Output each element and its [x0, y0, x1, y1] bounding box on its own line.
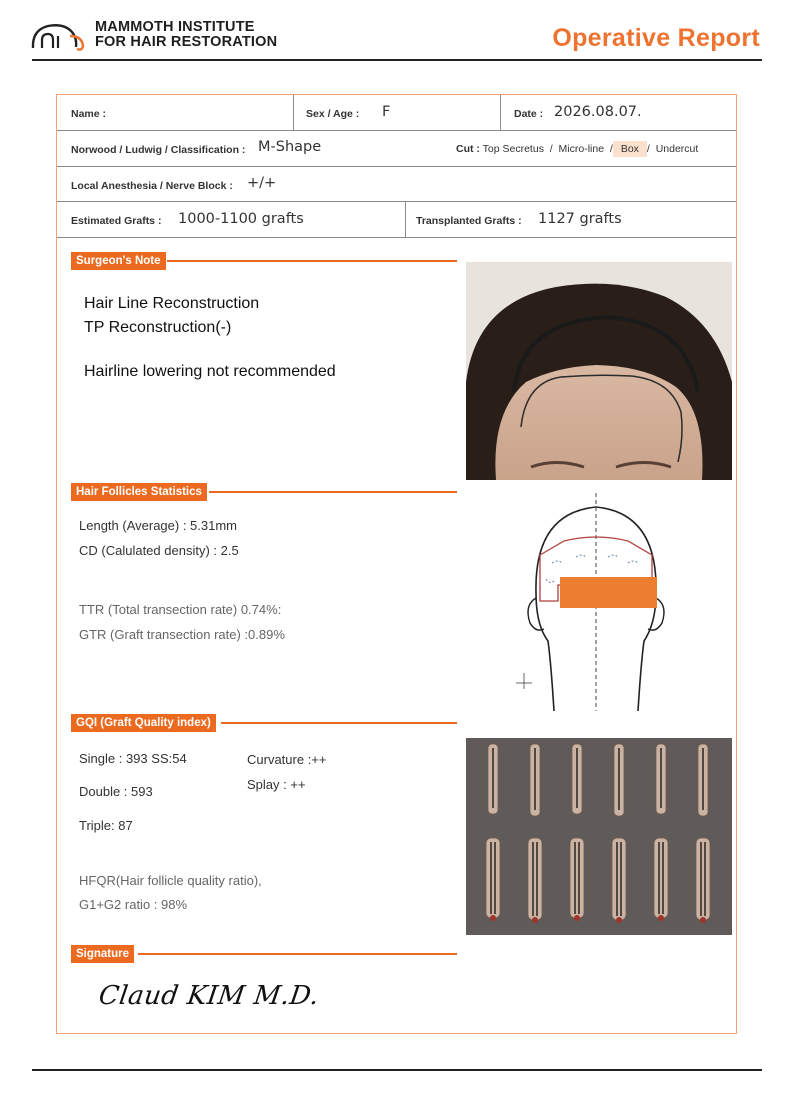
mammoth-logo-icon: [30, 20, 90, 52]
cut-label: Cut :: [456, 143, 480, 155]
transplanted-grafts-value[interactable]: 1127 grafts: [538, 211, 622, 227]
section-line: [209, 491, 457, 493]
anesthesia-label: Local Anesthesia / Nerve Block :: [71, 180, 233, 192]
hairline-photo: [466, 262, 732, 480]
row-anesthesia: [57, 167, 736, 202]
donor-area-diagram: [516, 493, 676, 715]
note-line-2: TP Reconstruction(-): [84, 319, 232, 336]
anesthesia-value[interactable]: +/+: [247, 175, 277, 191]
triple-grafts: Triple: 87: [79, 818, 133, 833]
follicle-stats-heading: Hair Follicles Statistics: [71, 483, 207, 501]
double-grafts: Double : 593: [79, 784, 153, 799]
row-classification: [57, 131, 736, 167]
section-follicle-stats: [71, 483, 457, 501]
header-divider: [32, 59, 762, 61]
institute-line-2: FOR HAIR RESTORATION: [95, 34, 278, 50]
transplanted-grafts-label: Transplanted Grafts :: [416, 215, 522, 227]
single-grafts: Single : 393 SS:54: [79, 751, 187, 766]
section-line: [138, 953, 457, 955]
classification-value[interactable]: M-Shape: [258, 139, 322, 155]
date-label: Date :: [514, 108, 544, 120]
splay: Splay : ++: [247, 777, 306, 792]
section-surgeons-note: [71, 252, 457, 270]
grafts-photo: [466, 738, 732, 935]
footer-divider: [32, 1069, 762, 1071]
section-gqi: [71, 714, 457, 732]
signature-text: Claud KIM M.D.: [96, 981, 322, 1011]
institute-name: [95, 20, 277, 50]
section-line: [167, 260, 457, 262]
sex-age-value[interactable]: F: [382, 104, 391, 120]
cut-option-top-secretus[interactable]: Top Secretus: [482, 143, 544, 155]
institute-line-1: MAMMOTH INSTITUTE: [95, 19, 255, 35]
total-transection-rate: TTR (Total transection rate) 0.74%:: [79, 602, 282, 617]
date-value[interactable]: 2026.08.07.: [554, 104, 642, 120]
col-divider: [500, 95, 501, 130]
page-title: Operative Report: [552, 24, 760, 52]
estimated-grafts-label: Estimated Grafts :: [71, 215, 162, 227]
section-signature: [71, 945, 457, 963]
cut-options: Cut : Top Secretus / Micro-line / Box / Undercut: [456, 143, 699, 155]
classification-label: Norwood / Ludwig / Classification :: [71, 144, 246, 156]
curvature: Curvature :++: [247, 752, 327, 767]
col-divider: [405, 202, 406, 237]
note-line-1: Hair Line Reconstruction: [84, 295, 260, 312]
row-grafts: [57, 202, 736, 238]
cut-option-box[interactable]: Box: [613, 141, 647, 157]
gqi-heading: GQI (Graft Quality index): [71, 714, 216, 732]
cut-option-undercut[interactable]: Undercut: [655, 143, 699, 155]
sex-age-label: Sex / Age :: [306, 108, 360, 120]
hfqr: HFQR(Hair follicle quality ratio),: [79, 873, 262, 888]
graft-transection-rate: GTR (Graft transection rate) :0.89%: [79, 627, 285, 642]
estimated-grafts-value[interactable]: 1000-1100 grafts: [178, 211, 304, 227]
section-line: [221, 722, 457, 724]
name-label: Name :: [71, 108, 107, 120]
note-line-3: Hairline lowering not recommended: [84, 363, 336, 380]
cut-option-micro-line[interactable]: Micro-line: [558, 143, 605, 155]
calculated-density: CD (Calulated density) : 2.5: [79, 543, 239, 558]
col-divider: [293, 95, 294, 130]
surgeons-note-heading: Surgeon's Note: [71, 252, 166, 270]
length-average: Length (Average) : 5.31mm: [79, 518, 238, 533]
g1-g2-ratio: G1+G2 ratio : 98%: [79, 897, 188, 912]
signature-heading: Signature: [71, 945, 134, 963]
report-frame: [56, 94, 737, 1034]
row-name-sex-date: [57, 95, 736, 131]
